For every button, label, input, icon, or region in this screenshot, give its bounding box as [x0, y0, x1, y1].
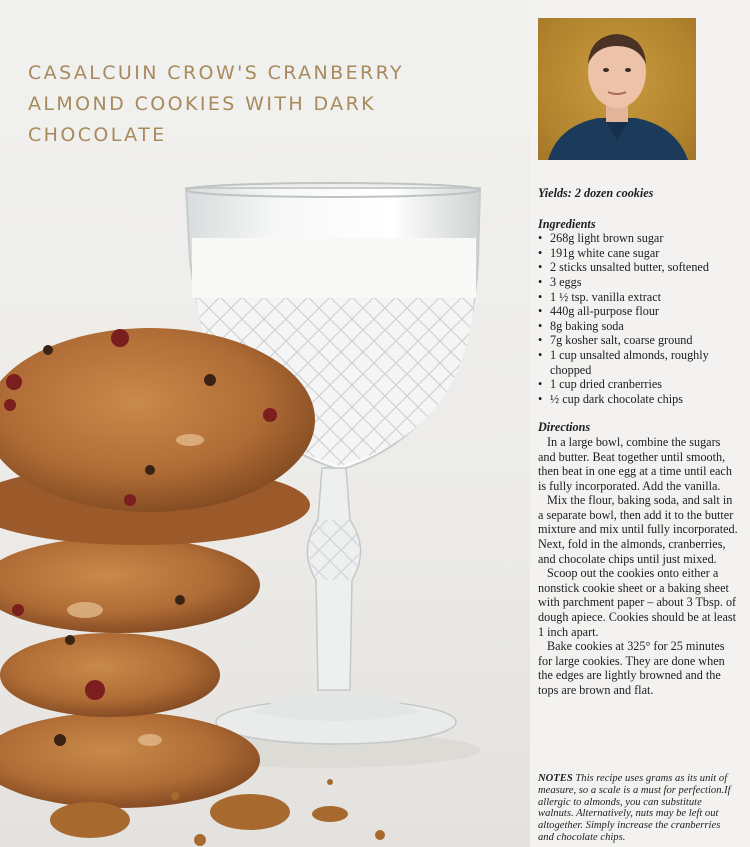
chef-portrait [538, 18, 696, 160]
ingredients-heading: Ingredients [538, 216, 596, 231]
ingredient-item: • 440g all-purpose flour [538, 304, 738, 319]
directions [538, 435, 738, 698]
direction-step: Scoop out the cookies onto either a nonstick cookie sheet or a baking sheet with parchment paper – about 3 Tbsp. of dough apiece. Cookies should be at least 1 inch apart. [538, 566, 737, 639]
ingredient-item: • 3 eggs [538, 275, 738, 290]
yields: Yields: 2 dozen cookies [538, 186, 654, 200]
direction-step: In a large bowl, combine the sugars and butter. Beat together until smooth, then beat in one egg at a time until each is fully incorporated. Add the vanilla. [538, 434, 732, 493]
ingredient-item: • 1 cup unsalted almonds, roughly chopped [538, 348, 738, 377]
ingredient-item: • 268g light brown sugar [538, 231, 738, 246]
ingredient-item: • ½ cup dark chocolate chips [538, 392, 738, 407]
recipe-title: CASALCUIN CROW'S CRANBERRY ALMOND COOKIES WITH DARK CHOCOLATE [28, 62, 404, 146]
chef-photo-illustration [538, 18, 696, 160]
ingredients-list [538, 231, 738, 406]
recipe-text-column [538, 186, 738, 698]
notes-text: This recipe uses grams as its unit of measure, so a scale is a must for perfection.If allergic to almonds, you can substitute walnuts. Alternatively, nuts may be left out altogether. Simply increase the cranberries and chocolate chips. [538, 773, 731, 843]
directions-heading: Directions [538, 420, 591, 435]
notes [538, 773, 738, 844]
ingredient-item: • 1 ½ tsp. vanilla extract [538, 290, 738, 305]
ingredient-item: • 8g baking soda [538, 319, 738, 334]
ingredient-item: • 1 cup dried cranberries [538, 377, 738, 392]
ingredient-item: • 2 sticks unsalted butter, softened [538, 260, 738, 275]
ingredient-item: • 7g kosher salt, coarse ground [538, 333, 738, 348]
ingredient-item: • 191g white cane sugar [538, 246, 738, 261]
direction-step: Mix the flour, baking soda, and salt in a separate bowl, then add it to the butter mixture and mix until fully incorporated. Next, fold in the almonds, cranberries, and chocolate chips until just mixed. [538, 493, 738, 566]
direction-step: Bake cookies at 325° for 25 minutes for large cookies. They are done when the edges are lightly browned and the tops are brown and flat. [538, 639, 725, 697]
notes-heading: NOTES [538, 773, 573, 784]
